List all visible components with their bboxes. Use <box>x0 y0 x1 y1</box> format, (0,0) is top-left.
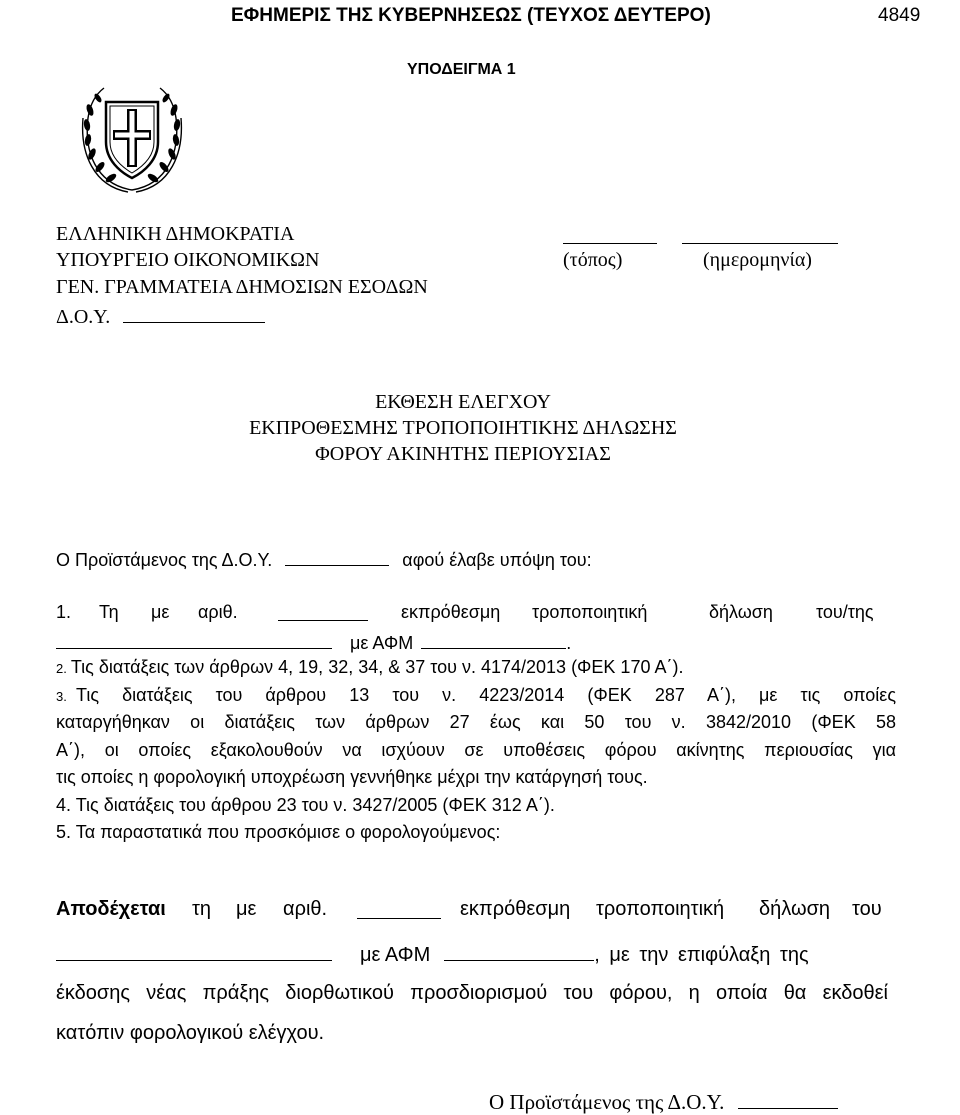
signature-line <box>489 1087 838 1115</box>
decision-w5: τροποποιητική <box>596 898 725 920</box>
authority-line-1: ΕΛΛΗΝΙΚΗ ΔΗΜΟΚΡΑΤΙΑ <box>56 223 295 245</box>
intro-office-blank <box>285 547 389 566</box>
greek-coat-of-arms-icon <box>78 80 186 198</box>
item-1-w1: Τη <box>99 602 119 622</box>
decision-w2: με <box>236 898 257 920</box>
item-1-line-2 <box>56 630 571 654</box>
decision-line-2-rest: , με την επιφύλαξη της <box>594 944 809 966</box>
report-title-2: ΕΚΠΡΟΘΕΣΜΗΣ ΤΡΟΠΟΠΟΙΗΤΙΚΗΣ ΔΗΛΩΣΗΣ <box>249 417 677 439</box>
item-1-num: 1. <box>56 602 72 622</box>
date-blank <box>682 243 838 244</box>
decision-afm-label: με ΑΦΜ <box>360 944 431 966</box>
item-1-end: . <box>566 633 572 653</box>
intro-part-1: Ο Προϊστάμενος της Δ.Ο.Υ. <box>56 550 273 570</box>
date-label: (ημερομηνία) <box>703 249 812 271</box>
signature-blank <box>738 1087 838 1109</box>
decision-w3: αριθ. <box>283 898 328 920</box>
item-3-text-4: τις οποίες η φορολογική υποχρέωση γεννήθηκε μέχρι την κατάργησή τους. <box>56 767 648 787</box>
place-blank <box>563 243 657 244</box>
decision-afm-blank <box>444 940 594 961</box>
decision-number-blank <box>357 898 441 919</box>
page-number: 4849 <box>878 5 921 26</box>
item-3-text-1: Τις διατάξεις του άρθρου 13 του ν. 4223/2014 (ΦΕΚ 287 Α΄), με τις οποίες <box>76 685 896 705</box>
accepted-word: Αποδέχεται <box>56 898 166 920</box>
sample-label: ΥΠΟΔΕΙΓΜΑ 1 <box>407 61 516 78</box>
decision-w4: εκπρόθεσμη <box>460 898 571 920</box>
item-1-w6: δήλωση <box>709 602 773 622</box>
item-1-afm-label: με ΑΦΜ <box>350 633 414 653</box>
decision-line-4: κατόπιν φορολογικού ελέγχου. <box>56 1022 325 1044</box>
tax-office-label: Δ.Ο.Υ. <box>56 306 111 328</box>
authority-line-2: ΥΠΟΥΡΓΕΙΟ ΟΙΚΟΝΟΜΙΚΩΝ <box>56 249 320 271</box>
item-1-w2: με <box>151 602 170 622</box>
item-5: 5. Τα παραστατικά που προσκόμισε ο φορολογούμενος: <box>56 822 501 842</box>
decision-w1: τη <box>192 898 212 920</box>
item-3-num: 3. <box>56 689 67 704</box>
decision-w6: δήλωση <box>759 898 831 920</box>
item-1-name-blank <box>56 630 332 649</box>
authority-line-3: ΓΕΝ. ΓΡΑΜΜΑΤΕΙΑ ΔΗΜΟΣΙΩΝ ΕΣΟΔΩΝ <box>56 276 428 298</box>
gazette-title: ΕΦΗΜΕΡΙΣ ΤΗΣ ΚΥΒΕΡΝΗΣΕΩΣ (ΤΕΥΧΟΣ ΔΕΥΤΕΡΟ) <box>231 5 711 26</box>
item-1-w7: του/της <box>816 602 874 622</box>
place-label: (τόπος) <box>563 249 623 271</box>
report-title-3: ΦΟΡΟΥ ΑΚΙΝΗΤΗΣ ΠΕΡΙΟΥΣΙΑΣ <box>315 443 611 465</box>
decision-name-blank <box>56 940 332 961</box>
item-3-text-2: καταργήθηκαν οι διατάξεις των άρθρων 27 έως και 50 του ν. 3842/2010 (ΦΕΚ 58 <box>56 712 896 732</box>
item-2 <box>56 657 683 678</box>
item-2-text: Τις διατάξεις των άρθρων 4, 19, 32, 34, & 37 του ν. 4174/2013 (ΦΕΚ 170 Α΄). <box>70 657 684 677</box>
item-1-number-blank <box>278 602 368 621</box>
item-1-afm-blank <box>421 630 566 649</box>
decision-line-3: έκδοσης νέας πράξης διορθωτικού προσδιορισμού του φόρου, η οποία θα εκδοθεί <box>56 982 888 1004</box>
decision-line-2 <box>56 940 809 967</box>
item-2-num: 2. <box>56 661 67 676</box>
intro-part-2: αφού έλαβε υπόψη του: <box>402 550 592 570</box>
intro-line <box>56 547 592 571</box>
item-3-text-3: Α΄), οι οποίες εξακολουθούν να ισχύουν σε υποθέσεις φόρου ακίνητης περιουσίας για <box>56 740 896 760</box>
authority-line-4 <box>56 302 265 329</box>
item-1-w3: αριθ. <box>198 602 238 622</box>
tax-office-blank <box>123 302 265 323</box>
decision-w7: του <box>852 898 882 920</box>
item-4: 4. Τις διατάξεις του άρθρου 23 του ν. 3427/2005 (ΦΕΚ 312 Α΄). <box>56 795 555 815</box>
item-1-w5: τροποποιητική <box>532 602 648 622</box>
item-1-w4: εκπρόθεσμη <box>401 602 501 622</box>
report-title-1: ΕΚΘΕΣΗ ΕΛΕΓΧΟΥ <box>375 391 551 413</box>
signature-label: Ο Προϊστάμενος της Δ.Ο.Υ. <box>489 1090 725 1114</box>
